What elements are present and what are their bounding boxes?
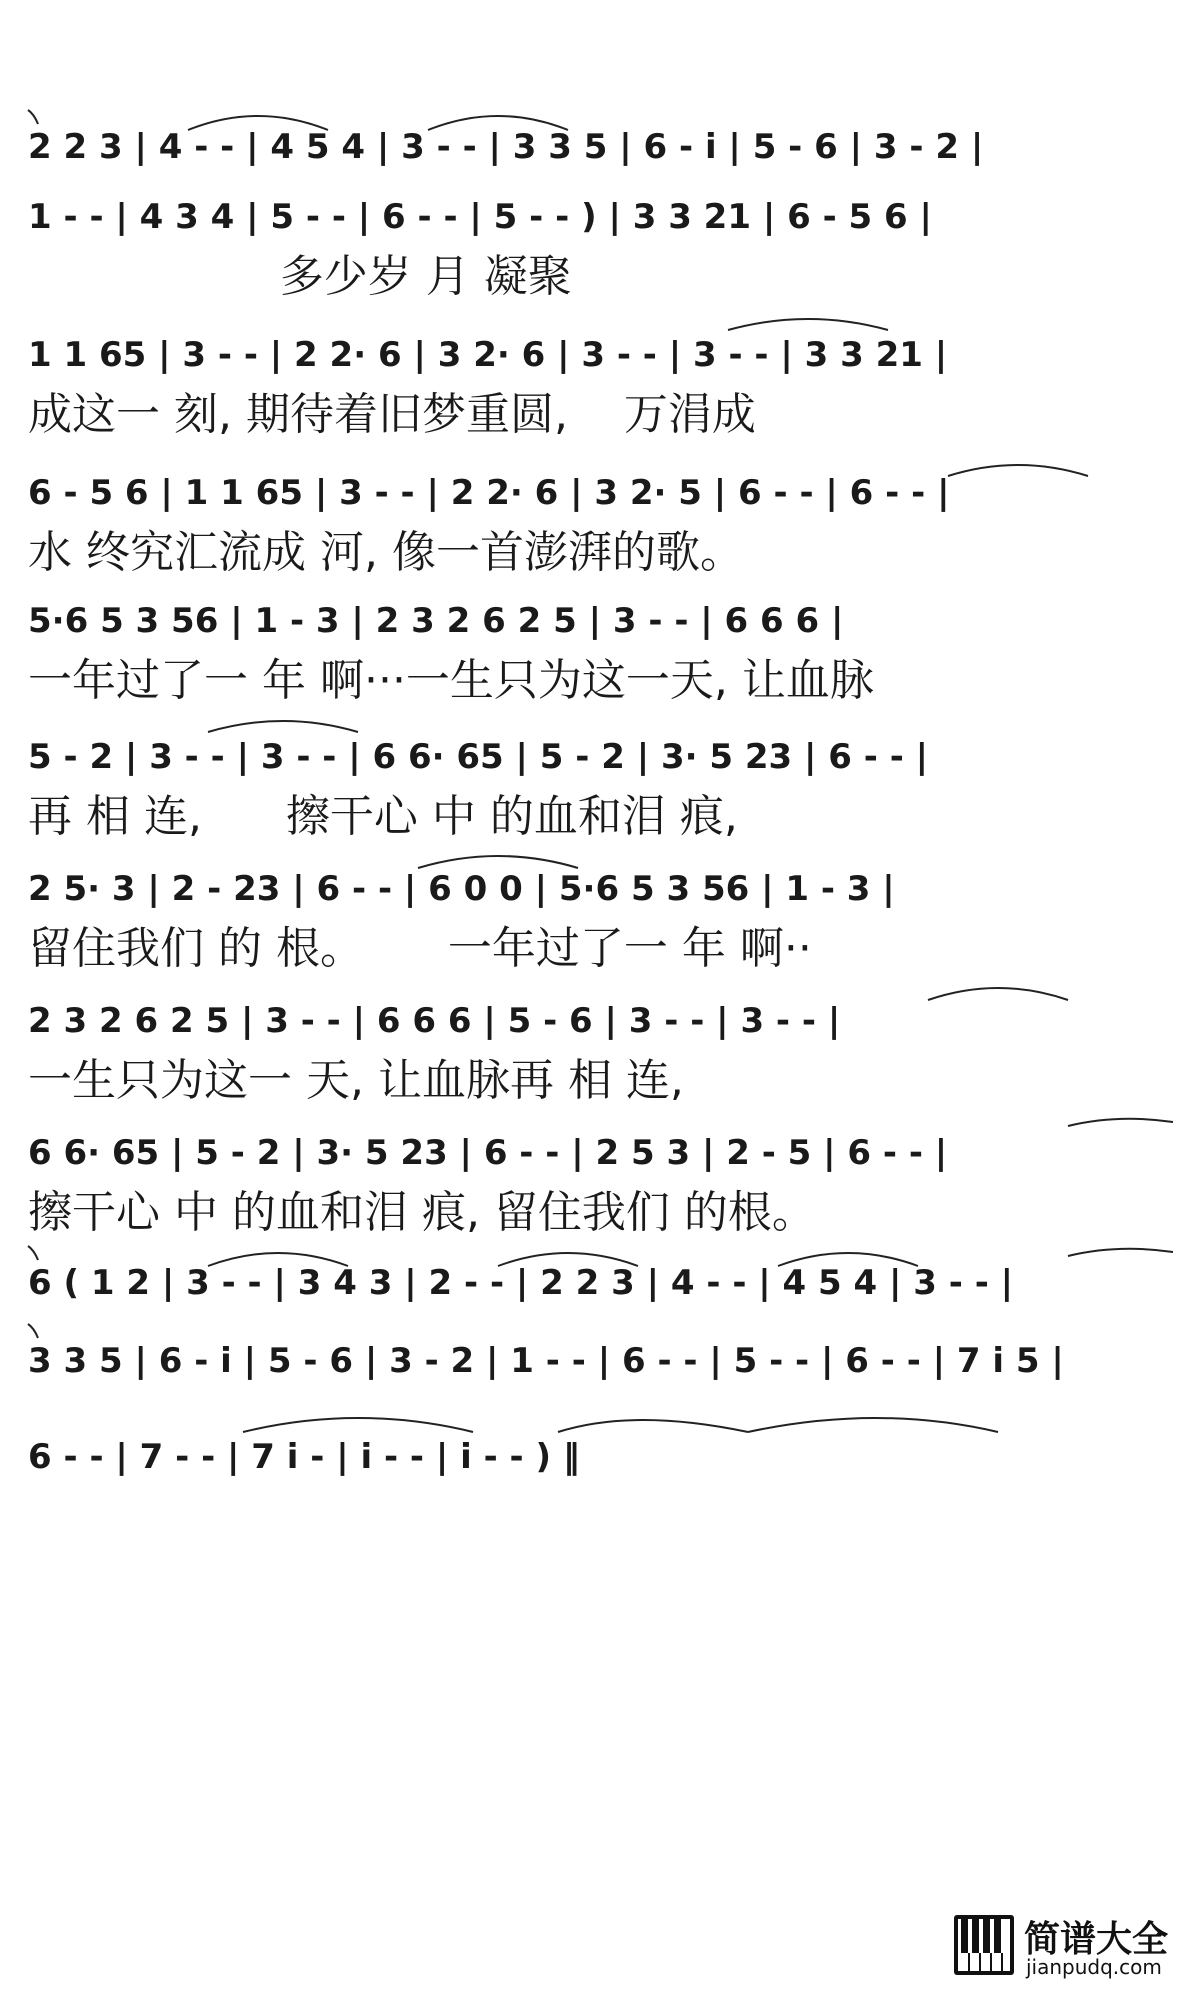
lyrics-row [28,1050,1173,1112]
lyrics-text: 再 相 连, 擦干心 中 的血和泪 痕, [28,791,738,842]
notation-row: 6 - 5 6 | 1 1 65 | 3 - - | 2 2· 6 | 3 2· 5 | 6 - - | 6 - - | [28,473,950,513]
notation-row: 1 1 65 | 3 - - | 2 2· 6 | 3 2· 6 | 3 - - | 3 - - | 3 3 21 | [28,335,948,375]
notation-row: 5 - 2 | 3 - - | 3 - - | 6 6· 65 | 5 - 2 | 3· 5 23 | 6 - - | [28,737,929,777]
lyrics-text: 留住我们 的 根。 一年过了一 年 啊·· [28,923,812,974]
lyrics-row [28,1182,1173,1244]
notation-row: 2 2 3 | 4 - - | 4 5 4 | 3 - - | 3 3 5 | 6 - i | 5 - 6 | 3 - 2 | [28,127,984,167]
watermark-url: jianpudq.com [1026,1955,1162,1979]
site-watermark [952,1909,1192,1983]
lyrics-row [28,650,1173,712]
staff-system-12 [28,1420,1173,1570]
notation-row: 3 3 5 | 6 - i | 5 - 6 | 3 - 2 | 1 - - | 6 - - | 5 - - | 6 - - | 7 i 5 | [28,1341,1064,1381]
lyrics-text: 一年过了一 年 啊···一生只为这一天, 让血脉 [28,655,874,706]
notation-row: 6 6· 65 | 5 - 2 | 3· 5 23 | 6 - - | 2 5 3 | 2 - 5 | 6 - - | [28,1133,948,1173]
staff-system-3 [28,318,1173,468]
staff-system-9 [28,1116,1173,1266]
staff-system-6 [28,720,1173,870]
staff-system-8 [28,984,1173,1134]
lyrics-row [28,522,1173,584]
lyrics-text: 多少岁 月 凝聚 [28,251,572,302]
notation-row: 5·6 5 3 56 | 1 - 3 | 2 3 2 6 2 5 | 3 - - | 6 6 6 | [28,601,844,641]
staff-system-5 [28,584,1173,734]
lyrics-row [28,246,1173,308]
lyrics-row [28,918,1173,980]
staff-system-7 [28,852,1173,1002]
notation-row: 6 - - | 7 - - | 7 i - | i - - | i - - ) ‖ [28,1437,580,1477]
notation-row: 1 - - | 4 3 4 | 5 - - | 6 - - | 5 - - ) | 3 3 21 | 6 - 5 6 | [28,197,932,237]
lyrics-row [28,786,1173,848]
lyrics-text: 擦干心 中 的血和泪 痕, 留住我们 的根。 [28,1187,816,1238]
watermark-title: 简谱大全 [1024,1919,1169,1960]
staff-system-2 [28,180,1173,330]
notation-row: 2 3 2 6 2 5 | 3 - - | 6 6 6 | 5 - 6 | 3 - - | 3 - - | [28,1001,841,1041]
lyrics-text: 水 终究汇流成 河, 像一首澎湃的歌。 [28,527,744,578]
lyrics-text: 成这一 刻, 期待着旧梦重圆, 万涓成 [28,389,756,440]
notation-row: 6 ( 1 2 | 3 - - | 3 4 3 | 2 - - | 2 2 3 | 4 - - | 4 5 4 | 3 - - | [28,1263,1014,1303]
piano-keys-icon [952,1913,1016,1977]
lyrics-row [28,384,1173,446]
lyrics-text: 一生只为这一 天, 让血脉再 相 连, [28,1055,684,1106]
notation-row: 2 5· 3 | 2 - 23 | 6 - - | 6 0 0 | 5·6 5 3 56 | 1 - 3 | [28,869,895,909]
